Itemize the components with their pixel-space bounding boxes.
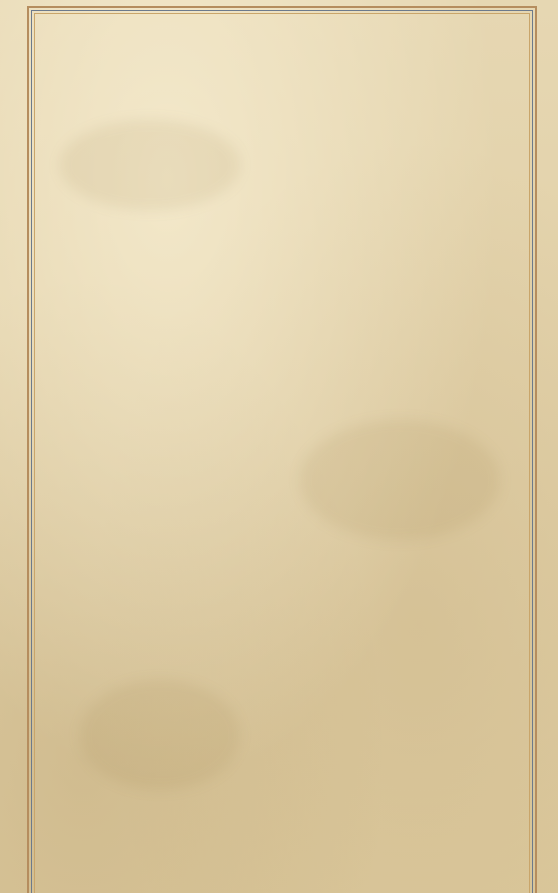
text-line-1 [40, 30, 525, 86]
text-line-5 [40, 278, 525, 334]
text-block [40, 22, 525, 888]
text-line-4 [40, 214, 525, 270]
text-line-8 [40, 472, 525, 528]
text-line-6 [40, 344, 525, 400]
text-line-9 [40, 535, 525, 591]
text-line-13 [40, 792, 525, 848]
text-line-7 [40, 407, 525, 463]
text-line-12 [40, 728, 525, 784]
text-line-10 [40, 600, 525, 656]
text-line-11 [40, 665, 525, 721]
text-line-2 [40, 85, 525, 141]
text-line-3 [40, 150, 525, 206]
